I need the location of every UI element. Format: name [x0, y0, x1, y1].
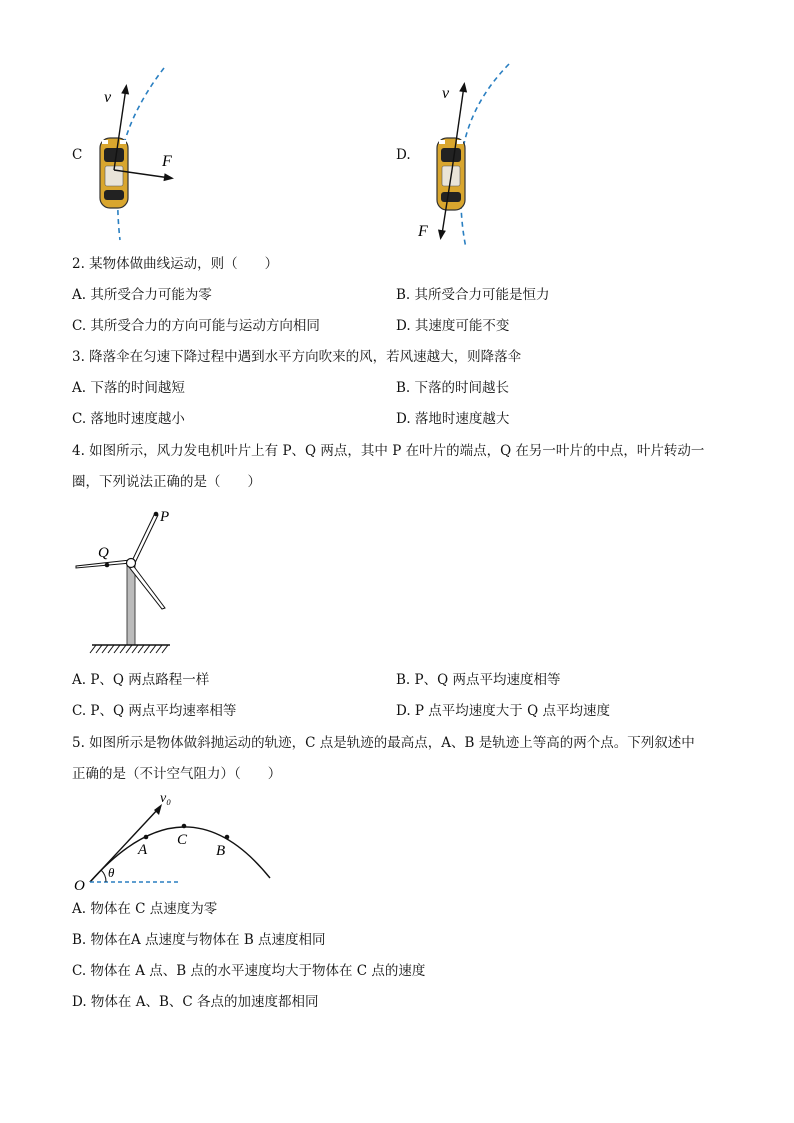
- q3-option-c[interactable]: C. 落地时速度越小: [72, 411, 185, 427]
- point-q: [105, 563, 110, 568]
- q2-option-d[interactable]: D. 其速度可能不变: [396, 318, 510, 334]
- q4-option-c[interactable]: C. P、Q 两点平均速率相等: [72, 703, 237, 719]
- q5-stem-line1: 5. 如图所示是物体做斜抛运动的轨迹，C 点是轨迹的最高点，A、B 是轨迹上等高的两个点。下列叙述中: [72, 735, 695, 751]
- q4-stem-line1: 4. 如图所示，风力发电机叶片上有 P、Q 两点，其中 P 在叶片的端点，Q 在另一叶片的中点，叶片转动一: [72, 443, 705, 459]
- q2-option-c[interactable]: C. 其所受合力的方向可能与运动方向相同: [72, 318, 320, 334]
- q4-option-b[interactable]: B. P、Q 两点平均速度相等: [396, 672, 561, 688]
- c-label: C: [177, 832, 188, 848]
- q3-option-d[interactable]: D. 落地时速度越大: [396, 411, 510, 427]
- wind-turbine-diagram: [70, 505, 210, 660]
- option-label-c: C: [72, 147, 83, 163]
- point-b: [225, 835, 230, 840]
- car-c-diagram: [64, 60, 204, 245]
- p-label: P: [160, 509, 170, 525]
- v-label: v: [104, 89, 112, 106]
- b-label: B: [216, 843, 226, 859]
- option-label-d: D.: [396, 147, 411, 163]
- figure-car-c: [64, 60, 204, 245]
- projectile-diagram: [70, 786, 285, 896]
- theta-label: θ: [108, 865, 115, 880]
- a-label: A: [138, 842, 148, 858]
- car-icon: [100, 138, 128, 208]
- point-a: [144, 835, 149, 840]
- q2-option-a[interactable]: A. 其所受合力可能为零: [72, 287, 212, 303]
- q4-option-d[interactable]: D. P 点平均速度大于 Q 点平均速度: [396, 703, 610, 719]
- o-label: O: [74, 878, 85, 894]
- q5-option-b[interactable]: B. 物体在A 点速度与物体在 B 点速度相同: [72, 932, 326, 948]
- point-p: [154, 512, 159, 517]
- f-label: F: [418, 223, 428, 240]
- point-c: [182, 824, 187, 829]
- car-d-diagram: [394, 60, 534, 250]
- q4-option-a[interactable]: A. P、Q 两点路程一样: [72, 672, 210, 688]
- v0-label: v₀: [160, 791, 172, 806]
- wind-turbine-figure: [70, 505, 210, 660]
- q3-option-a[interactable]: A. 下落的时间越短: [72, 380, 185, 396]
- v-label: v: [442, 85, 450, 102]
- q5-stem-line2: 正确的是（不计空气阻力）（ ）: [72, 766, 282, 782]
- projectile-figure: [70, 786, 285, 896]
- q3-stem: 3. 降落伞在匀速下降过程中遇到水平方向吹来的风，若风速越大，则降落伞: [72, 349, 522, 365]
- q2-option-b[interactable]: B. 其所受合力可能是恒力: [396, 287, 550, 303]
- q2-stem: 2. 某物体做曲线运动，则（ ）: [72, 256, 279, 272]
- q3-option-b[interactable]: B. 下落的时间越长: [396, 380, 510, 396]
- q5-option-a[interactable]: A. 物体在 C 点速度为零: [72, 901, 218, 917]
- q5-option-d[interactable]: D. 物体在 A、B、C 各点的加速度都相同: [72, 994, 319, 1010]
- dashed-trajectory: [461, 64, 509, 248]
- q4-stem-line2: 圈，下列说法正确的是（ ）: [72, 474, 261, 490]
- q-label: Q: [98, 545, 109, 561]
- initial-velocity-arrow: [90, 808, 159, 882]
- f-label: F: [162, 153, 172, 170]
- figure-car-d: [394, 60, 534, 250]
- q5-option-c[interactable]: C. 物体在 A 点、B 点的水平速度均大于物体在 C 点的速度: [72, 963, 426, 979]
